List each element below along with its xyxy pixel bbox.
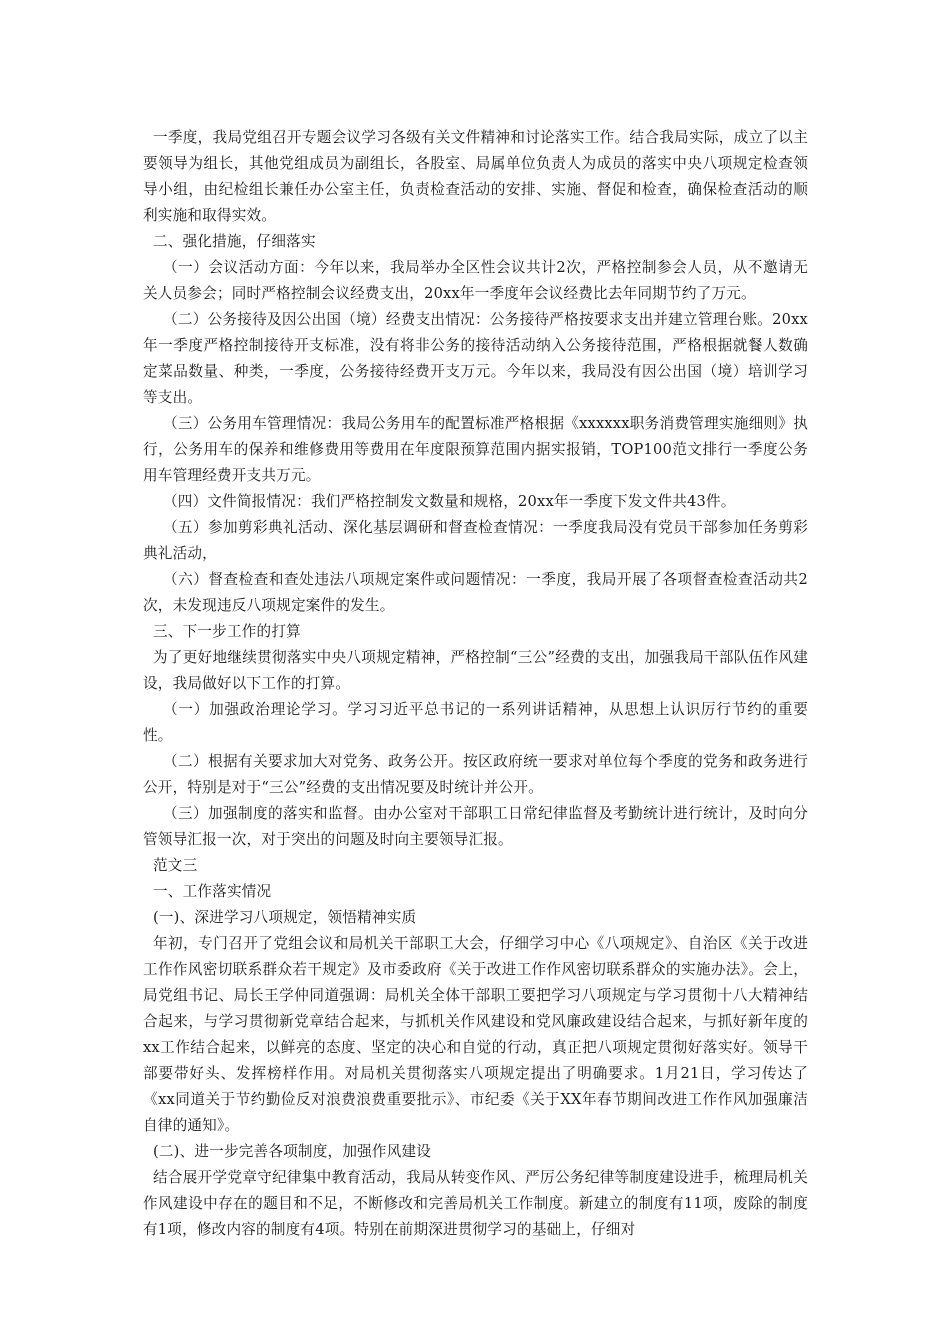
heading-section-3: 三、下一步工作的打算 — [153, 623, 301, 640]
paragraph-q1-intro: 一季度，我局党组召开专题会议学习各级有关文件精神和讨论落实工作。结合我局实际，成立了以主要领导为组长，其他党组成员为副组长，各股室、局属单位负责人为成员的落实中央八项规定检查领导小组，由纪检组长兼任办公室主任，负责检查活动的安排、实施、督促和检查，确保检查活动的顺利实施和取得实效。 — [143, 129, 808, 224]
heading-section-2: 二、强化措施，仔细落实 — [153, 233, 316, 250]
paragraph-documents: （四）文件简报情况：我们严格控制发文数量和规格，20xx年一季度下发文件共43件。 — [163, 493, 736, 510]
paragraph-plan-intro: 为了更好地继续贯彻落实中央八项规定精神，严格控制“三公”经费的支出，加强我局干部队伍作风建设，我局做好以下工作的打算。 — [143, 649, 808, 692]
paragraph-plan-1: （一）加强政治理论学习。学习习近平总书记的一系列讲话精神，从思想上认识厉行节约的重要性。 — [143, 701, 808, 744]
document-body — [143, 125, 808, 1243]
heading-improve-systems: (二)、进一步完善各项制度，加强作风建设 — [153, 1143, 432, 1160]
paragraph-ceremonies: （五）参加剪彩典礼活动、深化基层调研和督查检查情况：一季度我局没有党员干部参加任务剪彩典礼活动， — [143, 519, 808, 562]
paragraph-inspections: （六）督查检查和查处违法八项规定案件或问题情况：一季度，我局开展了各项督查检查活动共2次，未发现违反八项规定案件的发生。 — [143, 571, 808, 614]
heading-sample-3: 范文三 — [153, 857, 198, 874]
paragraph-plan-3: （三）加强制度的落实和监督。由办公室对干部职工日常纪律监督及考勤统计进行统计，及时向分管领导汇报一次，对于突出的问题及时向主要领导汇报。 — [143, 805, 808, 848]
paragraph-reception: （二）公务接待及因公出国（境）经费支出情况：公务接待严格按要求支出并建立管理台账。20xx年一季度严格控制接待开支标准，没有将非公务的接待活动纳入公务接待范围，严格根据就餐人数确定菜品数量、种类，一季度，公务接待经费开支万元。今年以来，我局没有因公出国（境）培训学习等支出。 — [143, 311, 808, 406]
heading-work-status: 一、工作落实情况 — [153, 883, 272, 900]
heading-study-rules: (一)、深进学习八项规定，领悟精神实质 — [153, 909, 417, 926]
paragraph-improve-systems: 结合展开学党章守纪律集中教育活动，我局从转变作风、严厉公务纪律等制度建设进手，梳理局机关作风建设中存在的题目和不足，不断修改和完善局机关工作制度。新建立的制度有11项，废除的制度有1项，修改内容的制度有4项。特别在前期深进贯彻学习的基础上，仔细对 — [143, 1169, 808, 1238]
paragraph-plan-2: （二）根据有关要求加大对党务、政务公开。按区政府统一要求对单位每个季度的党务和政务进行公开，特别是对于“三公”经费的支出情况要及时统计并公开。 — [143, 753, 808, 796]
paragraph-study-rules: 年初，专门召开了党组会议和局机关干部职工大会，仔细学习中心《八项规定》、自治区《关于改进工作作风密切联系群众若干规定》及市委政府《关于改进工作作风密切联系群众的实施办法》。会上，局党组书记、局长王学仲同道强调：局机关全体干部职工要把学习八项规定与学习贯彻十八大精神结合起来，与学习贯彻新党章结合起来，与抓机关作风建设和党风廉政建设结合起来，与抓好新年度的xx工作结合起来，以鲜亮的态度、坚定的决心和自觉的行动，真正把八项规定贯彻好落实好。领导干部要带好头、发挥榜样作用。对局机关贯彻落实八项规定提出了明确要求。1月21日，学习传达了《xx同道关于节约勤俭反对浪费浪费重要批示》、市纪委《关于XX年春节期间改进工作作风加强廉洁自律的通知》。 — [143, 935, 808, 1134]
paragraph-vehicles: （三）公务用车管理情况：我局公务用车的配置标准严格根据《xxxxxx职务消费管理实施细则》执行，公务用车的保养和维修费用等费用在年度限预算范围内据实报销，TOP100范文排行一季度公务用车管理经费开支共万元。 — [143, 415, 808, 484]
paragraph-meetings: （一）会议活动方面：今年以来，我局举办全区性会议共计2次，严格控制参会人员，从不邀请无关人员参会；同时严格控制会议经费支出，20xx年一季度年会议经费比去年同期节约了万元。 — [143, 259, 808, 302]
